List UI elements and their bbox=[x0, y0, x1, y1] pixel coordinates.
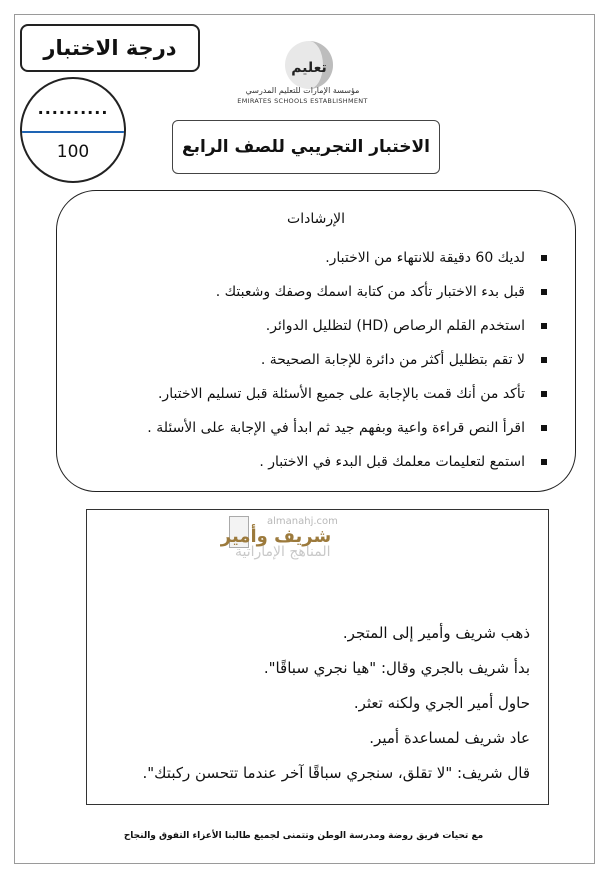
story-title: شريف وأمير bbox=[220, 526, 332, 547]
instruction-item: لا تقم بتظليل أكثر من دائرة للإجابة الصحيحة . bbox=[147, 351, 547, 385]
instructions-title: الإرشادات bbox=[287, 211, 345, 227]
watermark-text: almanahj.com bbox=[267, 516, 338, 527]
instruction-item: استخدم القلم الرصاص (HD) لتظليل الدوائر. bbox=[147, 317, 547, 351]
taleem-logo-icon bbox=[282, 38, 336, 92]
footer-note bbox=[0, 830, 607, 843]
score-circle bbox=[20, 77, 126, 183]
logo-mark-text: تعليم bbox=[291, 60, 327, 76]
logo-english-name: EMIRATES SCHOOLS ESTABLISHMENT bbox=[237, 97, 368, 105]
watermark-arabic: المناهج الإماراتية bbox=[235, 544, 331, 560]
instructions-list bbox=[147, 249, 547, 487]
instruction-item: لديك 60 دقيقة للانتهاء من الاختبار. bbox=[147, 249, 547, 283]
story-text bbox=[143, 622, 531, 797]
score-divider bbox=[22, 131, 124, 133]
exam-title: الاختبار التجريبي للصف الرابع bbox=[172, 120, 440, 174]
story-box bbox=[86, 509, 549, 805]
story-line: عاد شريف لمساعدة أمير. bbox=[369, 729, 530, 747]
footer-line: مع تحيات فريق روضة ومدرسة الوطن وتتمنى لجميع طالبنا الأعزاء التفوق والنجاح bbox=[123, 831, 484, 841]
logo-arabic-name: مؤسسة الإمارات للتعليم المدرسي bbox=[245, 86, 360, 95]
instruction-item: اقرأ النص قراءة واعية وبفهم جيد ثم ابدأ في الإجابة على الأسئلة . bbox=[147, 419, 547, 453]
instruction-item: قبل بدء الاختبار تأكد من كتابة اسمك وصفك وشعبتك . bbox=[147, 283, 547, 317]
score-blank: .......... bbox=[37, 99, 109, 118]
instructions-box bbox=[56, 190, 576, 492]
story-line: بدأ شريف بالجري وقال: "هيا نجري سباقًا". bbox=[263, 659, 530, 677]
story-line: ذهب شريف وأمير إلى المتجر. bbox=[342, 624, 530, 642]
story-line: قال شريف: "لا تقلق، سنجري سباقًا آخر عندما تتحسن ركبتك". bbox=[142, 764, 530, 782]
instruction-item: استمع لتعليمات معلمك قبل البدء في الاختبار . bbox=[147, 453, 547, 487]
instruction-item: تأكد من أنك قمت بالإجابة على جميع الأسئلة قبل تسليم الاختبار. bbox=[147, 385, 547, 419]
story-line: حاول أمير الجري ولكنه تعثر. bbox=[353, 694, 530, 712]
exam-grade-label: درجة الاختبار bbox=[20, 24, 200, 72]
score-total: 100 bbox=[56, 142, 90, 162]
